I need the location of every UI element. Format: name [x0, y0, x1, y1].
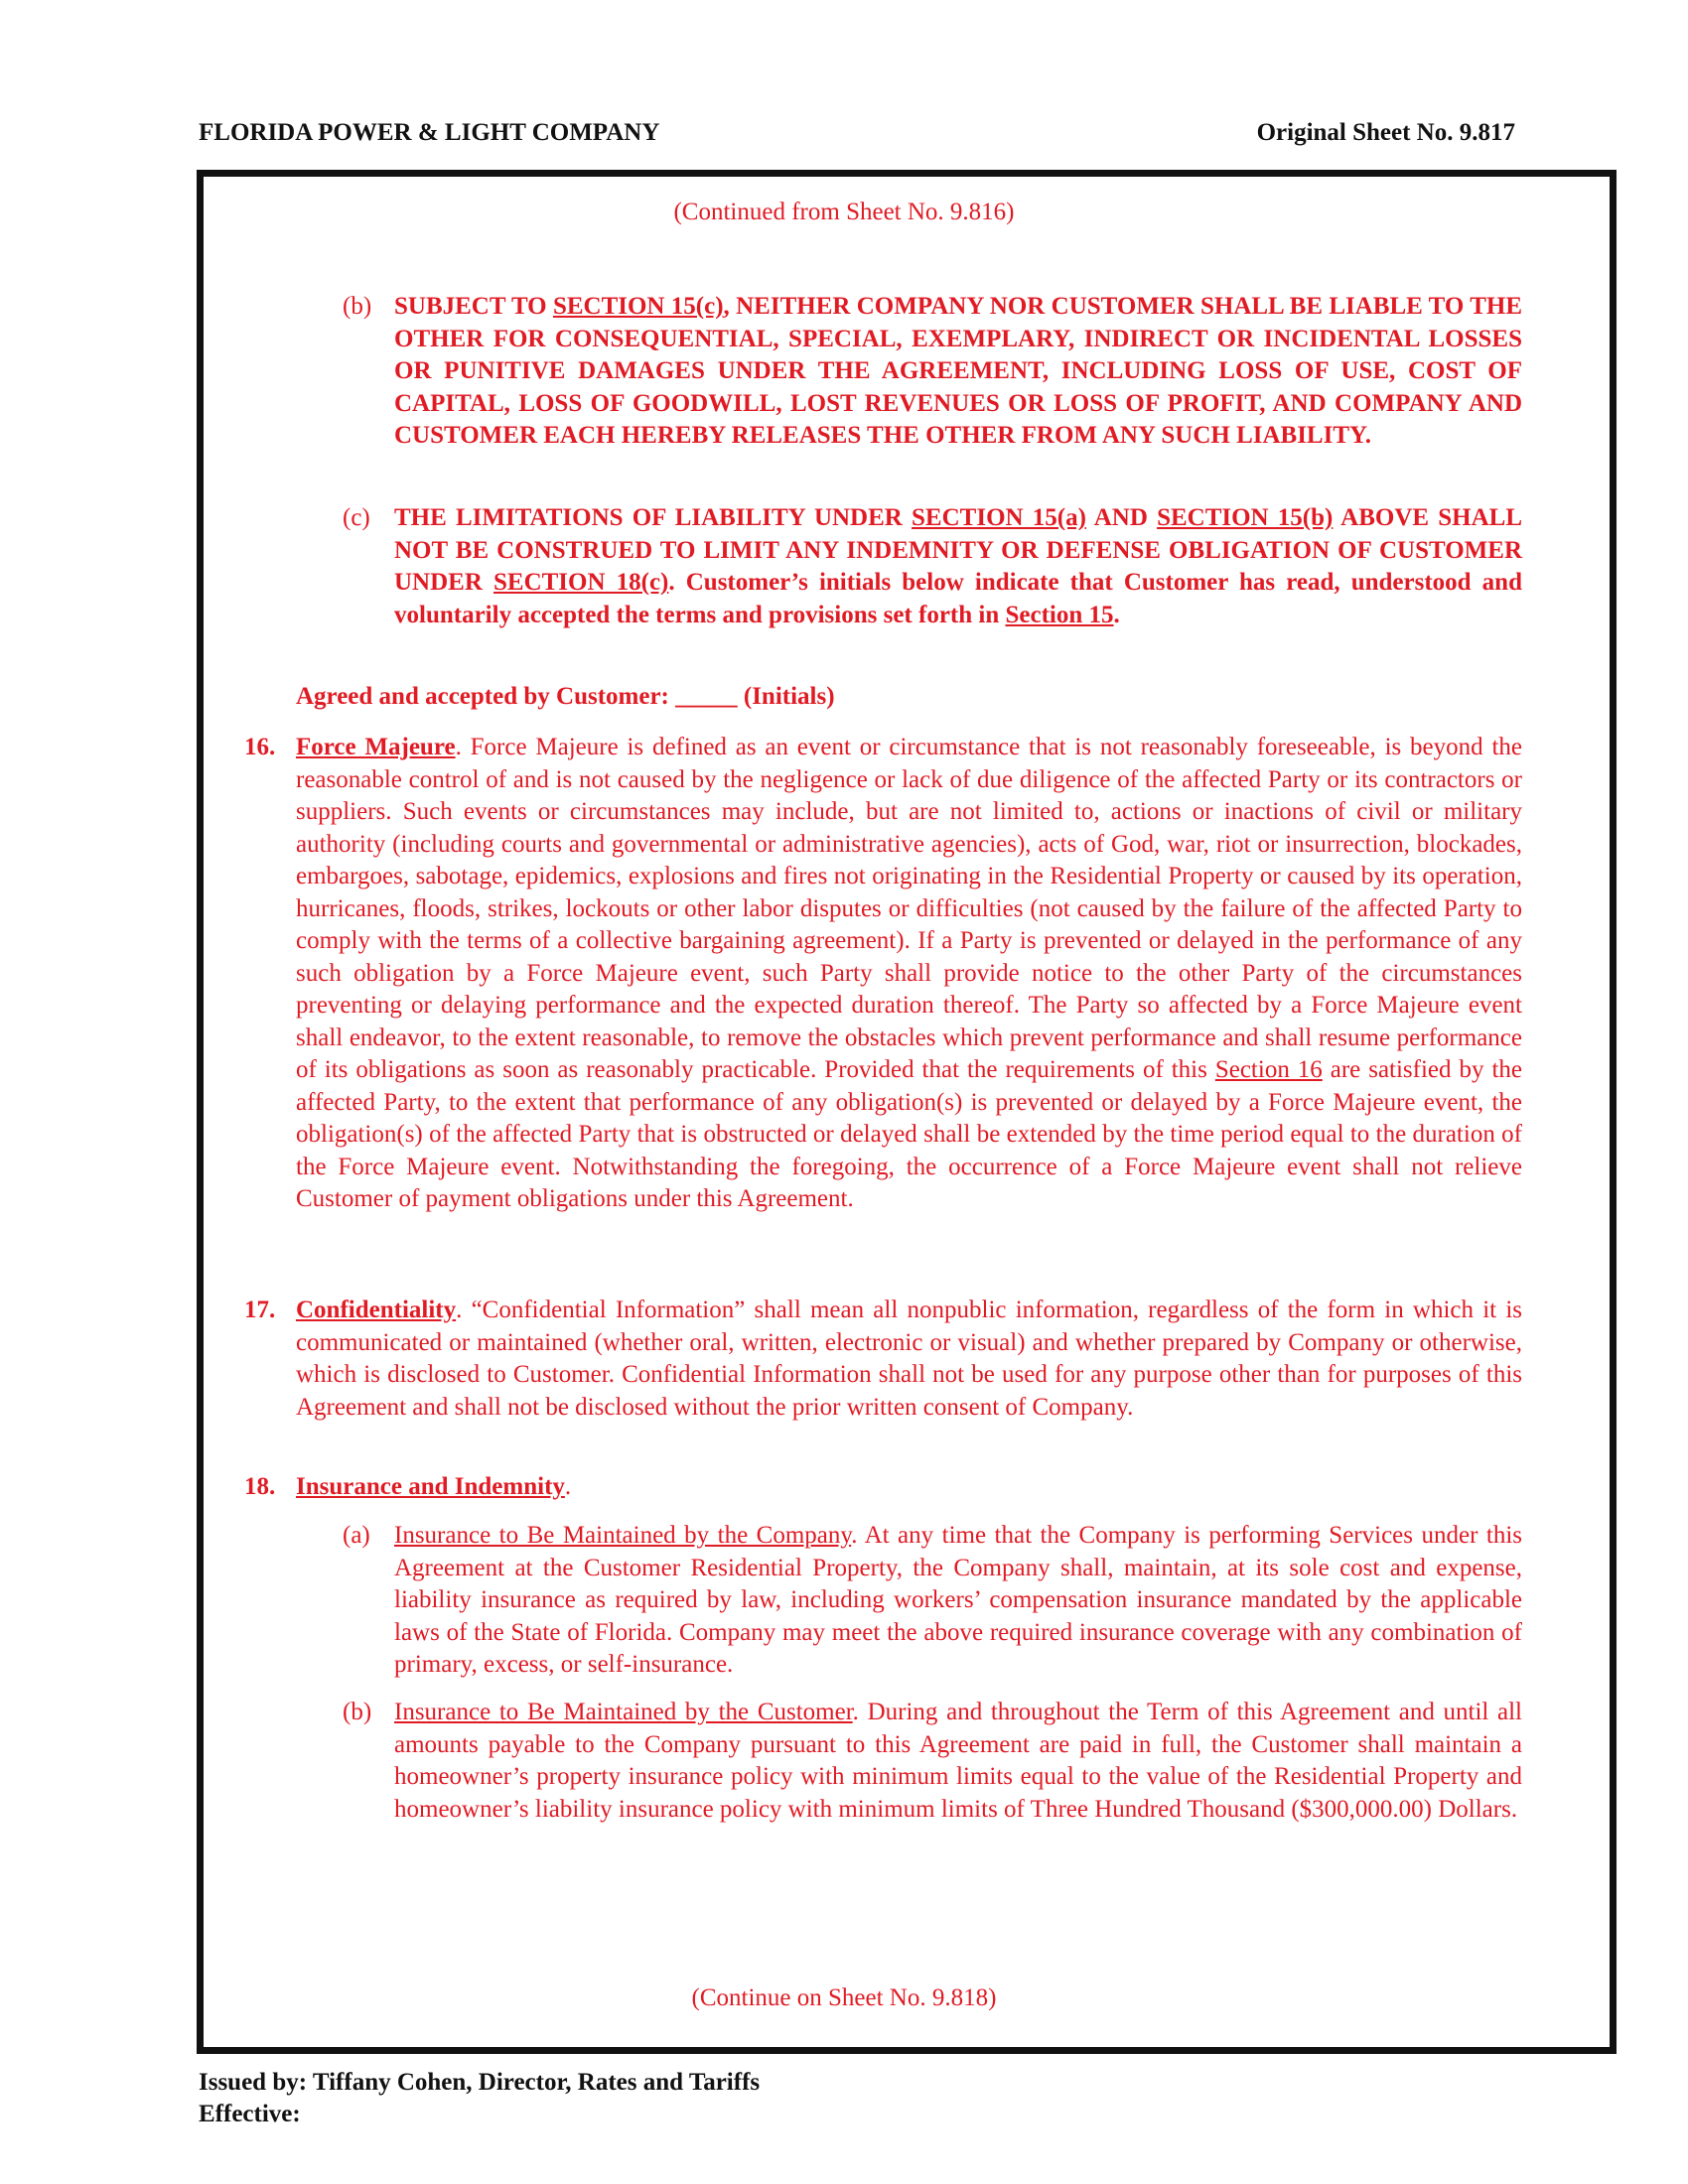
section-18b-title: Insurance to Be Maintained by the Customer [394, 1699, 853, 1725]
ref-section-18c: SECTION 18(c) [493, 569, 669, 596]
section-17-number: 17. [244, 1297, 276, 1323]
section-18a: (a) Insurance to Be Maintained by the Company. At any time that the Company is performing Services under this Agreement at the Customer Residential Property, the Company shall, maintain, at its sole cost and expense, liability insurance as required by law, including workers’ compensation insurance mandated by the applicable laws of the State of Florida. Company may meet the above required insurance coverage with any combination of primary, excess, or self-insurance. [343, 1522, 1522, 1678]
section-15b: (b) SUBJECT TO SECTION 15(c), NEITHER COMPANY NOR CUSTOMER SHALL BE LIABLE TO THE OTHER FOR CONSEQUENTIAL, SPECIAL, EXEMPLARY, INDIRECT OR INCIDENTAL LOSSES OR PUNITIVE DAMAGES UNDER THE AGREEMENT, INCLUDING LOSS OF USE, COST OF CAPITAL, LOSS OF GOODWILL, LOST REVENUES OR LOSS OF PROFIT, AND COMPANY AND CUSTOMER EACH HEREBY RELEASES THE OTHER FROM ANY SUCH LIABILITY. [343, 293, 1522, 449]
issued-by: Issued by: Tiffany Cohen, Director, Rates and Tariffs [199, 2069, 761, 2096]
section-18b-label: (b) [343, 1699, 372, 1725]
section-17-confidentiality: Confidentiality. “Confidential Information” shall mean all nonpublic information, regardless of the form in which it is communicated or maintained (whether oral, written, electronic or visual) and whether prepared by Company or otherwise, which is disclosed to Customer. Confidential Information shall not be used for any purpose other than for purposes of this Agreement and shall not be disclosed without the prior written consent of Company. [296, 1297, 1522, 1421]
section-16-number: 16. [244, 734, 276, 760]
ref-section-15b: SECTION 15(b) [1157, 504, 1334, 531]
section-15c-label: (c) [343, 504, 370, 531]
ref-section-15a: SECTION 15(a) [912, 504, 1086, 531]
section-18b: (b) Insurance to Be Maintained by the Customer. During and throughout the Term of this Agreement and until all amounts payable to the Company pursuant to this Agreement are paid in full, the Customer shall maintain a homeowner’s property insurance policy with minimum limits equal to the value of the Residential Property and homeowner’s liability insurance policy with minimum limits of Three Hundred Thousand ($300,000.00) Dollars. [343, 1699, 1523, 1823]
section-18-heading: Insurance and Indemnity. [296, 1473, 572, 1500]
section-17-title: Confidentiality [296, 1297, 457, 1323]
section-16-force-majeure: Force Majeure. Force Majeure is defined as an event or circumstance that is not reasonably foreseeable, is beyond the reasonable control of and is not caused by the negligence or lack of due diligence of the affected Party or its contractors or suppliers. Such events or circumstances may include, but are not limited to, actions or inactions of civil or military authority (including courts and governmental or administrative agencies), acts of God, war, riot or insurrection, blockades, embargoes, sabotage, epidemics, explosions and fires not originating in the Residential Property or caused by its operation, hurricanes, floods, strikes, lockouts or other labor disputes or difficulties (not caused by the failure of the affected Party to comply with the terms of a collective bargaining agreement). If a Party is prevented or delayed in the performance of any such obligation by a Force Majeure event, such Party shall provide notice to the other Party of the circumstances preventing or delaying performance and the expected duration thereof. The Party so affected by a Force Majeure event shall endeavor, to the extent reasonable, to remove the obstacles which prevent performance and shall resume performance of its obligations as soon as reasonably practicable. Provided that the requirements of this Section 16 are satisfied by the affected Party, to the extent that performance of any obligation(s) is prevented or delayed by a Force Majeure event, the obligation(s) of the affected Party that is obstructed or delayed shall be extended by the time period equal to the duration of the Force Majeure event. Notwithstanding the foregoing, the occurrence of a Force Majeure event shall not relieve Customer of payment obligations under this Agreement. [296, 734, 1522, 1212]
section-16-title: Force Majeure [296, 734, 456, 760]
ref-section-15: Section 15 [1005, 601, 1114, 628]
section-18-title: Insurance and Indemnity [296, 1473, 565, 1500]
section-15c: (c) THE LIMITATIONS OF LIABILITY UNDER SECTION 15(a) AND SECTION 15(b) ABOVE SHALL NOT BE CONSTRUED TO LIMIT ANY INDEMNITY OR DEFENSE OBLIGATION OF CUSTOMER UNDER SECTION 18(c). Customer’s initials below indicate that Customer has read, understood and voluntarily accepted the terms and provisions set forth in Section 15. [343, 504, 1522, 628]
sheet-number: Original Sheet No. 9.817 [1256, 119, 1515, 146]
section-15b-label: (b) [343, 293, 372, 320]
continued-from-note: (Continued from Sheet No. 9.816) [673, 199, 1015, 225]
section-18a-title: Insurance to Be Maintained by the Company [394, 1522, 852, 1549]
continue-on-note: (Continue on Sheet No. 9.818) [691, 1984, 997, 2011]
effective-date: Effective: [199, 2101, 301, 2127]
customer-initials-line: Agreed and accepted by Customer: _____ (Initials) [296, 683, 835, 710]
section-18a-label: (a) [343, 1522, 370, 1549]
company-name: FLORIDA POWER & LIGHT COMPANY [199, 119, 660, 146]
section-18-number: 18. [244, 1473, 276, 1500]
ref-section-15c: SECTION 15(c) [552, 293, 724, 320]
ref-section-16: Section 16 [1214, 1056, 1323, 1083]
